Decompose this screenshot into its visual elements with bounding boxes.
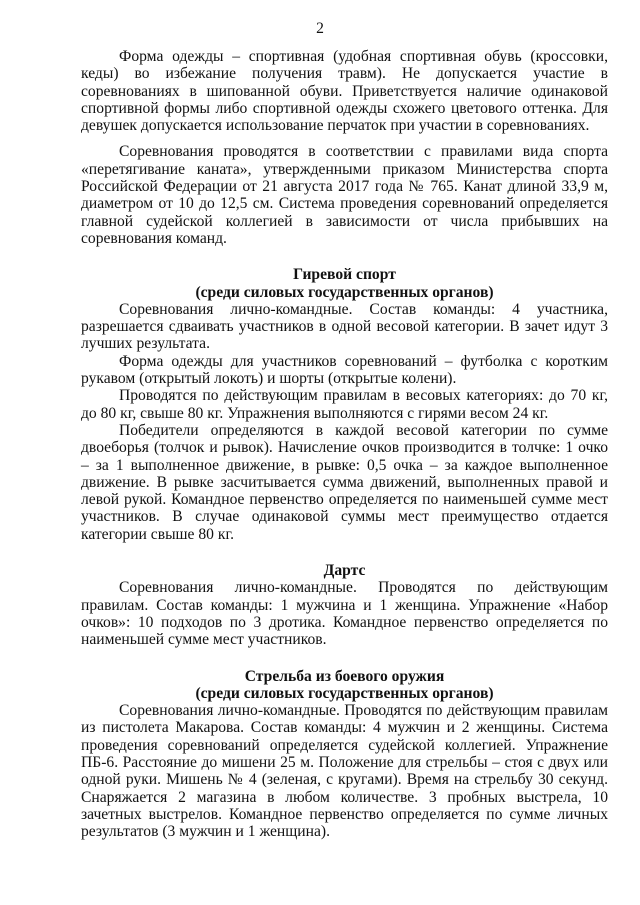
intro-paragraph-2: Соревнования проводятся в соответствии с правилами вида спорта «перетягивание каната», утвержденными приказом Министерства спорта Российской Федерации от 21 августа 2017 года № 765. Канат длиной 33,9 м, диаметром от 10 до 12,5 см. Система проведения соревнований определяется главной судейской коллегией в зависимости от числа прибывших на соревнования команд. xyxy=(81,143,608,247)
intro-paragraph-1: Форма одежды – спортивная (удобная спортивная обувь (кроссовки, кеды) во избежание получения травм). Не допускается участие в соревнованиях в шипованной обуви. Приветствуется наличие одинаковой спортивной формы либо спортивной одежды схожего цветового оттенка. Для девушек допускается использование перчаток при участии в соревнованиях. xyxy=(81,48,608,135)
section-kettlebell xyxy=(81,266,608,543)
kettlebell-paragraph-2: Форма одежды для участников соревнований – футболка с коротким рукавом (открытый локоть) и шорты (открытые колени). xyxy=(81,352,608,388)
section-title-shooting: Стрельба из боевого оружия xyxy=(244,667,445,685)
section-subtitle-kettlebell: (среди силовых государственных органов) xyxy=(195,283,494,301)
section-subtitle-shooting: (среди силовых государственных органов) xyxy=(195,684,494,702)
kettlebell-paragraph-1: Соревнования лично-командные. Состав команды: 4 участника, разрешается сдваивать участников в одной весовой категории. В зачет идут 3 лучших результата. xyxy=(81,300,608,353)
page-number: 2 xyxy=(316,20,324,37)
section-title-darts: Дартс xyxy=(323,562,366,580)
document-body xyxy=(81,48,608,840)
section-darts xyxy=(81,562,608,648)
section-shooting xyxy=(81,668,608,841)
kettlebell-paragraph-4: Победители определяются в каждой весовой категории по сумме двоеборья (толчок и рывок). Начисление очков производится в толчке: 1 очко – за 1 выполненное движение, в рывке: 0,5 очка – за каждое выполненное движение. В рывке засчитывается сумма движений, выполненных правой и левой рукой. Командное первенство определяется по наименьшей сумме мест участников. В случае одинаковой суммы мест преимущество отдается категории свыше 80 кг. xyxy=(81,421,608,543)
darts-paragraph-1: Соревнования лично-командные. Проводятся по действующим правилам. Состав команды: 1 мужчина и 1 женщина. Упражнение «Набор очков»: 10 подходов по 3 дротика. Командное первенство определяется по наименьшей сумме мест участников. xyxy=(81,579,608,649)
kettlebell-paragraph-3: Проводятся по действующим правилам в весовых категориях: до 70 кг, до 80 кг, свыше 80 кг. Упражнения выполняются с гирями весом 24 кг. xyxy=(81,387,608,422)
shooting-paragraph-1: Соревнования лично-командные. Проводятся по действующим правилам из пистолета Макарова. Состав команды: 4 мужчин и 2 женщины. Система проведения соревнований определяется судейской коллегией. Упражнение ПБ-6. Расстояние до мишени 25 м. Положение для стрельбы – стоя с двух или одной руки. Мишень № 4 (зеленая, с кругами). Время на стрельбу 30 секунд. Снаряжается 2 магазина в любом количестве. 3 пробных выстрела, 10 зачетных выстрелов. Командное первенство определяется по сумме личных результатов (3 мужчин и 1 женщина). xyxy=(81,702,608,841)
section-title-kettlebell: Гиревой спорт xyxy=(293,266,396,284)
